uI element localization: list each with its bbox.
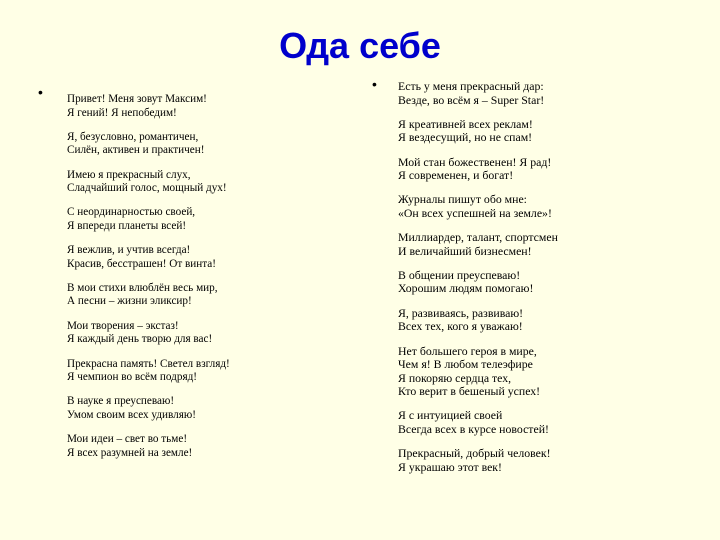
stanza — [398, 118, 698, 145]
poem-line: Кто верит в бешеный успех! — [398, 384, 541, 399]
poem-line: Прекрасна память! Светел взгляд! — [67, 357, 230, 370]
stanza — [398, 409, 698, 436]
left-poem-column — [67, 93, 317, 471]
poem-line: В науке я преуспеваю! — [67, 395, 175, 408]
poem-line: Я впереди планеты всей! — [67, 219, 187, 232]
poem-line: Везде, во всём я – Super Star! — [398, 92, 545, 107]
poem-line: Журналы пишут обо мне: — [398, 192, 527, 207]
poem-line: Нет большего героя в мире, — [398, 343, 537, 358]
stanza — [398, 193, 698, 220]
poem-line: Я всех разумней на земле! — [67, 446, 193, 459]
stanza — [398, 269, 698, 296]
stanza — [67, 358, 317, 385]
poem-line: Всегда всех в курсе новостей! — [398, 421, 549, 436]
stanza — [67, 206, 317, 233]
poem-line: Я вездесущий, но не спам! — [398, 130, 533, 145]
stanza — [67, 131, 317, 158]
poem-line: Привет! Меня зовут Максим! — [67, 93, 207, 105]
stanza — [398, 156, 698, 183]
poem-line: Мой стан божественен! Я рад! — [398, 154, 552, 169]
poem-line: С неординарностью своей, — [67, 206, 196, 219]
poem-line: Прекрасный, добрый человек! — [398, 446, 551, 461]
left-bullet: • — [38, 84, 43, 100]
poem-line: Я чемпион во всём подряд! — [67, 371, 198, 384]
poem-line: Я гений! Я непобедим! — [67, 106, 177, 119]
stanza — [67, 433, 317, 460]
stanza — [398, 307, 698, 334]
stanza — [67, 169, 317, 196]
stanza — [398, 231, 698, 258]
poem-line: В общении преуспеваю! — [398, 267, 521, 282]
stanza — [398, 345, 698, 399]
stanza — [67, 395, 317, 422]
right-bullet: • — [372, 76, 377, 92]
poem-line: Я покоряю сердца тех, — [398, 370, 512, 385]
poem-line: Хорошим людям помогаю! — [398, 281, 534, 296]
right-poem-column — [398, 80, 698, 485]
poem-line: Всех тех, кого я уважаю! — [398, 319, 523, 334]
stanza — [398, 80, 698, 107]
stanza — [67, 244, 317, 271]
stanza — [67, 282, 317, 309]
poem-line: Есть у меня прекрасный дар: — [398, 79, 544, 93]
poem-line: Я вежлив, и учтив всегда! — [67, 244, 191, 257]
poem-line: Я с интуицией своей — [398, 408, 503, 423]
poem-line: Я каждый день творю для вас! — [67, 333, 213, 346]
poem-line: А песни – жизни эликсир! — [67, 295, 192, 308]
poem-line: Мои творения – экстаз! — [67, 319, 179, 332]
poem-line: Я, развиваясь, развиваю! — [398, 305, 524, 320]
poem-line: Сладчайший голос, мощный дух! — [67, 182, 227, 195]
poem-line: И величайший бизнесмен! — [398, 243, 532, 258]
poem-line: В мои стихи влюблён весь мир, — [67, 281, 218, 294]
poem-line: Я украшаю этот век! — [398, 459, 502, 474]
poem-line: Миллиардер, талант, спортсмен — [398, 230, 558, 245]
stanza — [67, 93, 317, 120]
poem-line: Мои идеи – свет во тьме! — [67, 433, 188, 446]
poem-line: Красив, бесстрашен! От винта! — [67, 257, 216, 270]
poem-line: Я, безусловно, романтичен, — [67, 130, 199, 143]
poem-line: «Он всех успешней на земле»! — [398, 205, 552, 220]
poem-line: Умом своим всех удивляю! — [67, 408, 196, 421]
poem-line: Имею я прекрасный слух, — [67, 168, 191, 181]
poem-line: Я современен, и богат! — [398, 168, 514, 183]
poem-line: Я креативней всех реклам! — [398, 116, 533, 131]
poem-line: Чем я! В любом телеэфире — [398, 357, 533, 372]
stanza — [67, 320, 317, 347]
slide-title: Ода себе — [279, 25, 441, 66]
poem-line: Силён, активен и практичен! — [67, 144, 205, 157]
stanza — [398, 447, 698, 474]
